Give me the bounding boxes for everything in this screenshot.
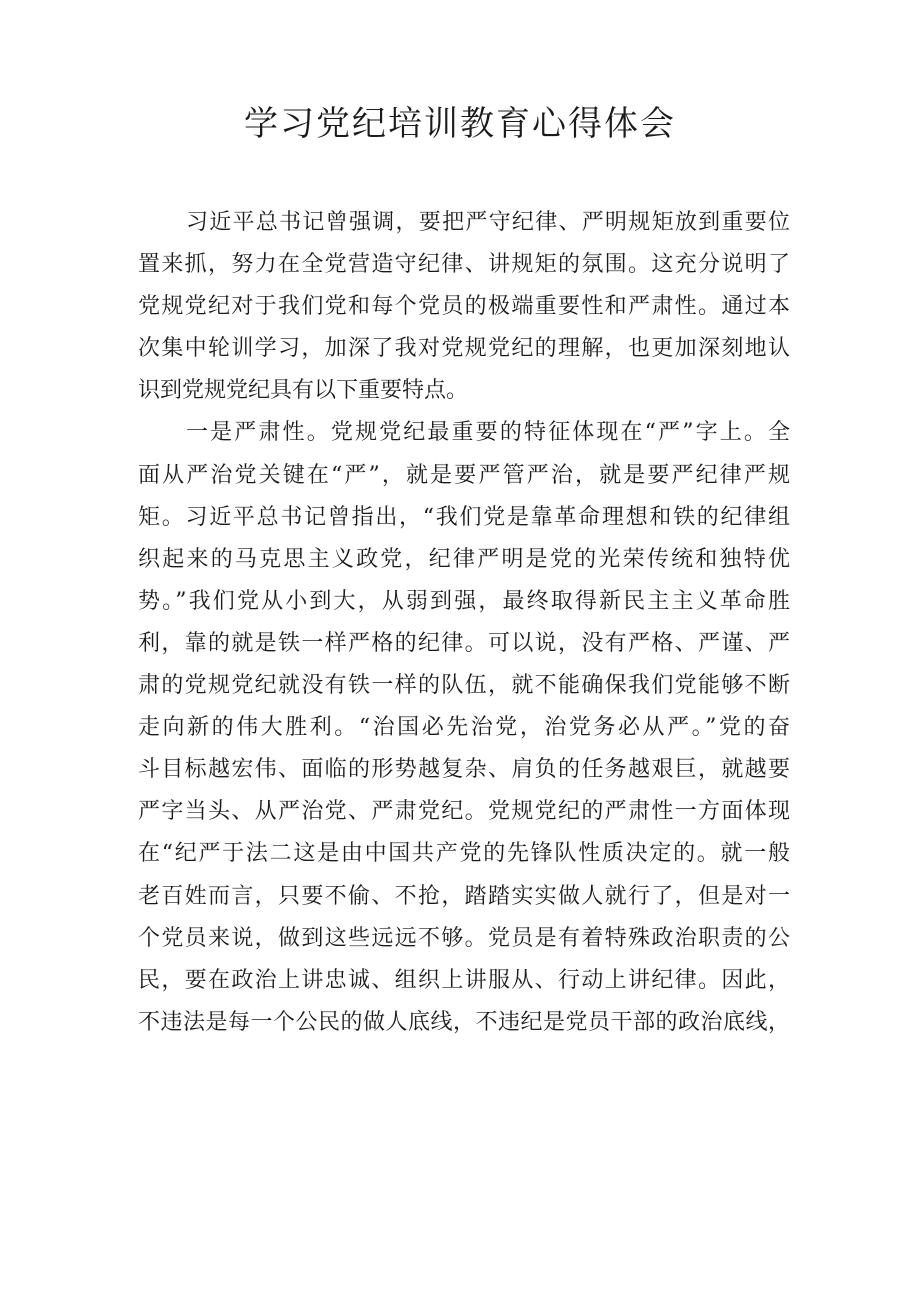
paragraph-1-line-3: 党规党纪对于我们党和每个党员的极端重要性和严肃性。通过本 [138, 294, 790, 320]
paragraph-2-line-13: 个党员来说，做到这些远远不够。党员是有着特殊政治职责的公 [138, 925, 790, 951]
paragraph-2-line-10: 严字当头、从严治党、严肃党纪。党规党纪的严肃性一方面体现 [138, 799, 790, 825]
paragraph-2-line-5: 势。”我们党从小到大，从弱到强，最终取得新民主主义革命胜 [138, 588, 790, 614]
paragraph-2-line-1: 一是严肃性。党规党纪最重要的特征体现在“严”字上。全 [186, 420, 790, 446]
paragraph-2-line-3: 矩。习近平总书记曾指出，“我们党是靠革命理想和铁的纪律组 [138, 504, 790, 530]
paragraph-1-line-1: 习近平总书记曾强调，要把严守纪律、严明规矩放到重要位 [186, 210, 790, 235]
paragraph-1-line-5: 识到党规党纪具有以下重要特点。 [138, 378, 469, 404]
paragraph-2-line-11: 在“纪严于法二这是由中国共产党的先锋队性质决定的。就一般 [138, 841, 790, 867]
paragraph-2-line-14: 民，要在政治上讲忠诚、组织上讲服从、行动上讲纪律。因此， [138, 967, 790, 993]
paragraph-2-line-12: 老百姓而言，只要不偷、不抢，踏踏实实做人就行了，但是对一 [138, 883, 790, 909]
paragraph-2-line-15: 不违法是每一个公民的做人底线，不违纪是党员干部的政治底线， [138, 1009, 790, 1035]
paragraph-2-line-2: 面从严治党关键在“严”，就是要严管严治，就是要严纪律严规 [138, 462, 790, 488]
paragraph-2-line-8: 走向新的伟大胜利。“治国必先治党，治党务必从严。”党的奋 [138, 715, 790, 741]
paragraph-2-line-7: 肃的党规党纪就没有铁一样的队伍，就不能确保我们党能够不断 [138, 673, 790, 699]
paragraph-1-line-4: 次集中轮训学习，加深了我对党规党纪的理解，也更加深刻地认 [138, 336, 790, 362]
document-body [138, 202, 790, 1044]
paragraph-2-line-4: 织起来的马克思主义政党，纪律严明是党的光荣传统和独特优 [138, 546, 790, 572]
document-title: 学习党纪培训教育心得体会 [244, 104, 676, 144]
paragraph-2-line-6: 利，靠的就是铁一样严格的纪律。可以说，没有严格、严谨、严 [138, 630, 790, 656]
paragraph-2-line-9: 斗目标越宏伟、面临的形势越复杂、肩负的任务越艰巨，就越要 [138, 757, 790, 783]
paragraph-1-line-2: 置来抓，努力在全党营造守纪律、讲规矩的氛围。这充分说明了 [138, 252, 790, 278]
